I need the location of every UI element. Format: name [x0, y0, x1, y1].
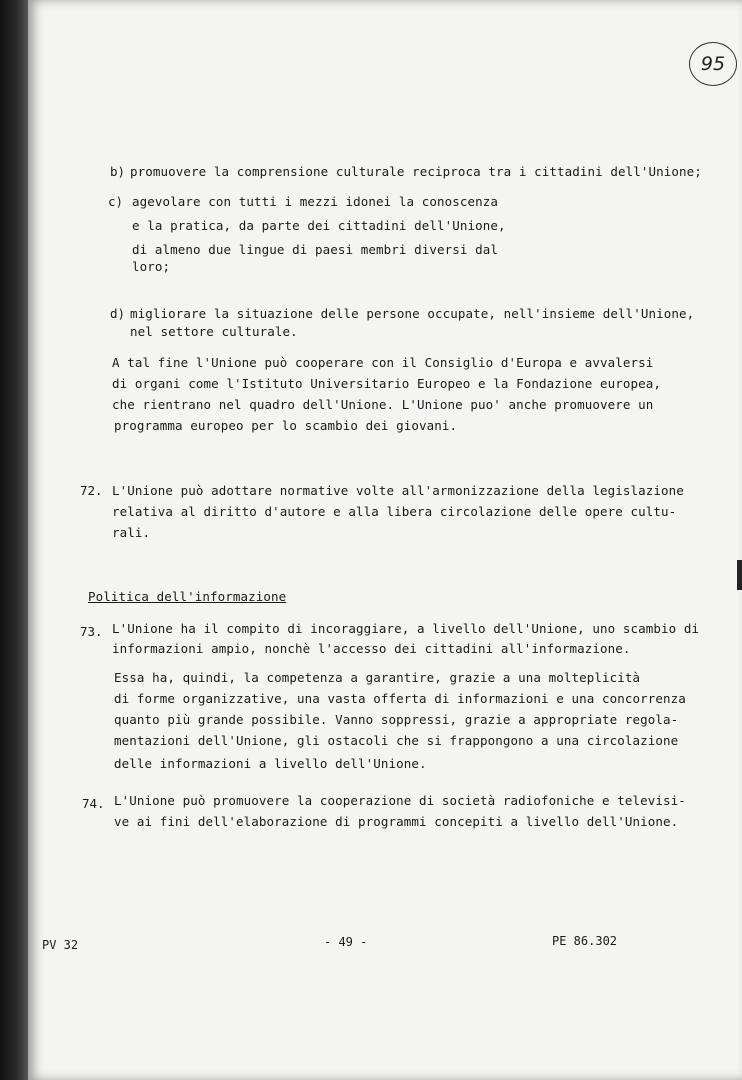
art73-para2-line-4: mentazioni dell'Unione, gli ostacoli che si frappongono a una circolazione: [114, 733, 679, 748]
art74-number: 74.: [82, 796, 105, 811]
art74-line-2: ve ai fini dell'elaborazione di programmi concepiti a livello dell'Unione.: [114, 814, 679, 829]
item-b-marker: b): [110, 164, 126, 179]
art73-para2-line-1: Essa ha, quindi, la competenza a garantire, grazie a una molteplicità: [114, 670, 641, 685]
footer-left: PV 32: [42, 938, 79, 952]
item-b-line-1: promuovere la comprensione culturale reciproca tra i cittadini dell'Unione;: [130, 164, 702, 179]
section-heading: Politica dell'informazione: [88, 589, 287, 604]
art73-line-2: informazioni ampio, nonchè l'accesso dei cittadini all'informazione.: [112, 641, 631, 656]
page-number-stamp: [689, 42, 737, 86]
document-page: [28, 0, 742, 1080]
item-d-line-2: nel settore culturale.: [130, 324, 298, 339]
art72-number: 72.: [80, 483, 103, 498]
para71-line-1: A tal fine l'Unione può cooperare con il Consiglio d'Europa e avvalersi: [112, 355, 654, 370]
footer-page-number: - 49 -: [324, 935, 368, 949]
para71-line-4: programma europeo per lo scambio dei giovani.: [114, 418, 458, 433]
footer-right: PE 86.302: [552, 934, 618, 948]
art73-line-1: L'Unione ha il compito di incoraggiare, a livello dell'Unione, uno scambio di: [112, 621, 700, 636]
item-c-line-2: e la pratica, da parte dei cittadini dell'Unione,: [132, 218, 506, 233]
item-c-marker: c): [108, 194, 124, 209]
page-edge-shadow: [737, 560, 742, 590]
stamp-text: 95: [700, 53, 726, 75]
para71-line-3: che rientrano nel quadro dell'Unione. L'Unione puo' anche promuovere un: [112, 397, 654, 412]
art73-para2-line-3: quanto più grande possibile. Vanno soppressi, grazie a appropriate regola-: [114, 712, 679, 727]
art74-line-1: L'Unione può promuovere la cooperazione di società radiofoniche e televisi-: [114, 793, 686, 808]
item-d-marker: d): [110, 306, 126, 321]
art73-number: 73.: [80, 624, 103, 639]
para71-line-2: di organi come l'Istituto Universitario Europeo e la Fondazione europea,: [112, 376, 662, 391]
art72-line-1: L'Unione può adottare normative volte all'armonizzazione della legislazione: [112, 483, 684, 498]
art73-para2-line-5: delle informazioni a livello dell'Unione.: [114, 756, 427, 771]
art73-para2-line-2: di forme organizzative, una vasta offerta di informazioni e una concorrenza: [114, 691, 686, 706]
item-d-line-1: migliorare la situazione delle persone occupate, nell'insieme dell'Unione,: [130, 306, 695, 321]
item-c-line-3: di almeno due lingue di paesi membri diversi dal: [132, 242, 499, 257]
item-c-line-4: loro;: [132, 259, 171, 274]
binding-gutter: [0, 0, 28, 1080]
art72-line-3: rali.: [112, 525, 151, 540]
art72-line-2: relativa al diritto d'autore e alla libera circolazione delle opere cultu-: [112, 504, 677, 519]
item-c-line-1: agevolare con tutti i mezzi idonei la conoscenza: [132, 194, 499, 209]
